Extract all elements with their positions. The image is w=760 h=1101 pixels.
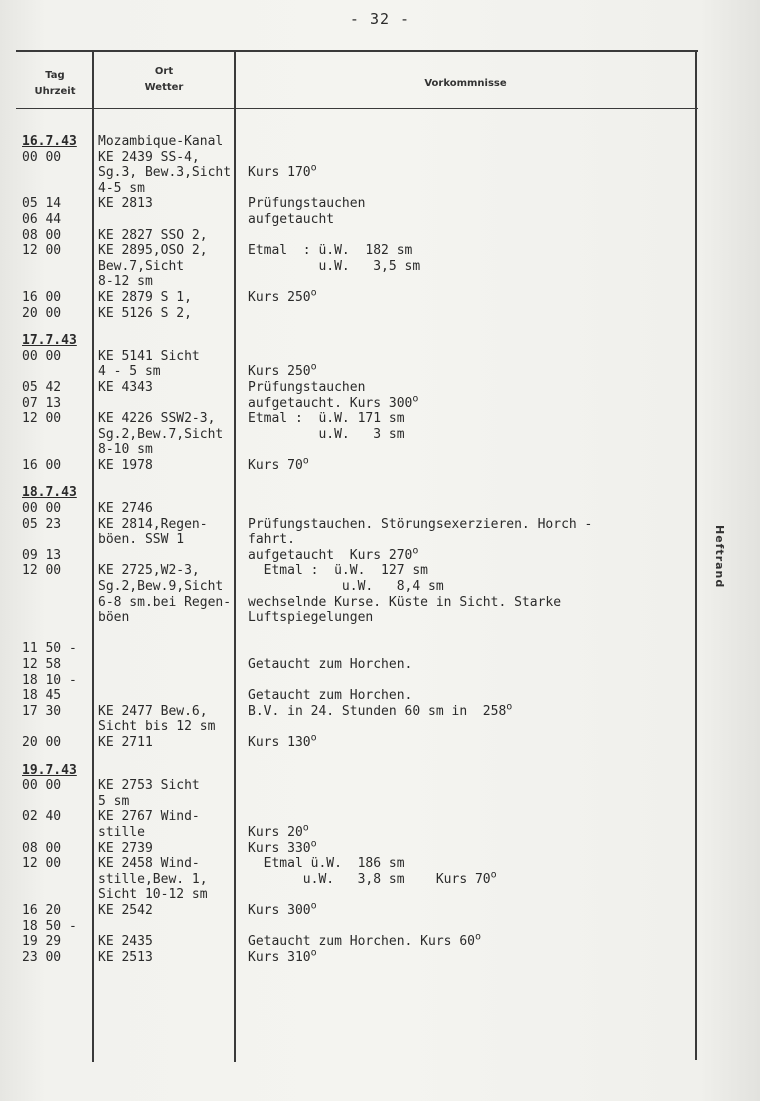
log-position-weather-cell: KE 2435 — [98, 934, 153, 950]
log-events-cell: Kurs 70$^o$ — [248, 455, 309, 473]
degree-mark: o — [302, 455, 309, 467]
log-time-cell: 02 40 — [22, 809, 62, 825]
log-row — [0, 579, 760, 595]
log-events-cell: u.W. 3 sm — [248, 426, 405, 442]
header-tag-uhrzeit — [18, 68, 92, 100]
log-time-cell: 19 29 — [22, 934, 62, 950]
log-position-weather-cell: Sicht 10-12 sm — [98, 887, 208, 903]
log-row — [0, 259, 760, 275]
log-row — [0, 931, 760, 950]
log-row — [0, 887, 760, 903]
log-time-cell: 18 50 - — [22, 918, 77, 934]
degree-mark: o — [506, 701, 513, 713]
log-events-cell: Prüfungstauchen. Störungsexerzieren. Horch - — [248, 516, 593, 532]
log-row — [0, 732, 760, 751]
log-row — [0, 181, 760, 197]
log-time-cell: 12 00 — [22, 563, 62, 579]
log-row — [0, 838, 760, 857]
log-time-cell: 12 00 — [22, 411, 62, 427]
log-events-cell: Prüfungstauchen — [248, 196, 366, 212]
header-wetter: Wetter — [144, 82, 184, 93]
log-time-cell: 23 00 — [22, 949, 62, 965]
log-row — [0, 657, 760, 673]
log-row — [0, 778, 760, 794]
row-spacer — [0, 473, 760, 485]
log-position-weather-cell: KE 2439 SS-4, — [98, 149, 200, 165]
log-position-weather-cell: KE 4343 — [98, 379, 153, 395]
row-spacer — [0, 751, 760, 763]
log-position-weather-cell: Sg.2,Bew.9,Sicht — [98, 579, 224, 595]
log-row — [0, 900, 760, 919]
log-time-cell: 08 00 — [22, 840, 62, 856]
log-events-cell: Etmal : ü.W. 182 sm — [248, 243, 413, 259]
log-time-cell: 00 00 — [22, 348, 62, 364]
degree-mark: o — [310, 947, 317, 959]
log-time-cell: 18.7.43 — [22, 485, 77, 501]
log-events-cell: u.W. 3,8 sm Kurs 70$^o$ — [248, 869, 497, 887]
degree-mark: o — [310, 900, 317, 912]
log-events-cell: u.W. 8,4 sm — [248, 579, 444, 595]
log-position-weather-cell: KE 2477 Bew.6, — [98, 703, 208, 719]
log-events-cell: wechselnde Kurse. Küste in Sicht. Starke — [248, 594, 562, 610]
log-time-cell: 00 00 — [22, 149, 62, 165]
log-position-weather-cell: KE 2513 — [98, 949, 153, 965]
log-date-row — [0, 134, 760, 150]
log-row — [0, 563, 760, 579]
log-events-cell: Kurs 130$^o$ — [248, 732, 317, 750]
log-row — [0, 306, 760, 322]
log-row — [0, 809, 760, 825]
log-time-cell: 17.7.43 — [22, 333, 77, 349]
degree-mark: o — [310, 162, 317, 174]
log-events-cell: Kurs 250$^o$ — [248, 287, 317, 305]
log-events-cell: Kurs 300$^o$ — [248, 900, 317, 918]
log-events-cell: u.W. 3,5 sm — [248, 258, 421, 274]
log-time-cell: 11 50 - — [22, 641, 77, 657]
log-events-cell: fahrt. — [248, 532, 295, 548]
log-row — [0, 228, 760, 244]
log-position-weather-cell: 5 sm — [98, 793, 130, 809]
log-time-cell: 18 10 - — [22, 672, 77, 688]
log-events-cell: Kurs 250$^o$ — [248, 361, 317, 380]
log-row — [0, 919, 760, 935]
log-position-weather-cell: KE 4226 SSW2-3, — [98, 411, 216, 427]
header-uhrzeit: Uhrzeit — [34, 86, 76, 97]
log-position-weather-cell: KE 2725,W2-3, — [98, 563, 200, 579]
log-time-cell: 05 23 — [22, 516, 62, 532]
log-position-weather-cell: KE 2895,OSO 2, — [98, 243, 208, 259]
log-date-row — [0, 763, 760, 779]
margin-note: Heftrand — [713, 525, 726, 589]
log-row — [0, 947, 760, 966]
log-row — [0, 212, 760, 228]
log-row — [0, 361, 760, 380]
row-spacer — [0, 321, 760, 333]
log-position-weather-cell: Mozambique-Kanal — [98, 134, 224, 149]
log-row — [0, 545, 760, 564]
log-position-weather-cell: stille,Bew. 1, — [98, 871, 208, 887]
log-row — [0, 719, 760, 735]
degree-mark: o — [412, 545, 419, 557]
log-row — [0, 822, 760, 841]
log-events-cell: Prüfungstauchen — [248, 379, 366, 395]
degree-mark: o — [310, 732, 317, 744]
log-position-weather-cell: KE 1978 — [98, 457, 153, 473]
log-time-cell: 05 14 — [22, 196, 62, 212]
log-position-weather-cell: KE 2753 Sicht — [98, 778, 200, 794]
log-position-weather-cell: KE 2542 — [98, 902, 153, 918]
log-events-cell: Getaucht zum Horchen. Kurs 60$^o$ — [248, 931, 482, 950]
log-row — [0, 794, 760, 810]
degree-mark: o — [302, 822, 309, 834]
log-position-weather-cell: Sg.3, Bew.3,Sicht — [98, 165, 232, 181]
log-position-weather-cell: KE 5141 Sicht — [98, 348, 200, 364]
log-position-weather-cell: 4 - 5 sm — [98, 364, 161, 380]
log-row — [0, 393, 760, 412]
log-row — [0, 243, 760, 259]
log-entries — [0, 134, 760, 965]
log-time-cell: 20 00 — [22, 305, 62, 321]
header-tag: Tag — [45, 70, 65, 81]
log-events-cell: aufgetaucht. Kurs 300$^o$ — [248, 393, 419, 411]
log-events-cell: aufgetaucht — [248, 211, 335, 227]
log-time-cell: 12 58 — [22, 657, 62, 672]
log-date-row — [0, 333, 760, 349]
header-bottom-rule — [16, 108, 698, 109]
degree-mark: o — [474, 931, 482, 943]
log-row — [0, 701, 760, 720]
log-time-cell: 16 00 — [22, 289, 62, 305]
log-events-cell: Etmal ü.W. 186 sm — [248, 856, 405, 872]
log-row — [0, 455, 760, 474]
log-position-weather-cell: Sicht bis 12 sm — [98, 719, 216, 735]
log-time-cell: 16 20 — [22, 902, 62, 918]
degree-mark: o — [310, 838, 317, 850]
degree-mark: o — [412, 393, 419, 405]
log-events-cell: Kurs 170$^o$ — [248, 162, 317, 181]
log-row — [0, 856, 760, 872]
log-row — [0, 150, 760, 166]
log-row — [0, 349, 760, 365]
log-time-cell: 12 00 — [22, 243, 62, 259]
log-position-weather-cell: 4-5 sm — [98, 180, 145, 196]
log-events-cell: Kurs 330$^o$ — [248, 838, 317, 856]
log-time-cell: 05 42 — [22, 379, 62, 395]
log-row — [0, 162, 760, 181]
degree-mark: o — [310, 287, 317, 299]
log-row — [0, 274, 760, 290]
header-vorkommnisse: Vorkommnisse — [424, 78, 507, 89]
log-row — [0, 380, 760, 396]
log-position-weather-cell: KE 2879 S 1, — [98, 289, 192, 305]
table-top-rule — [16, 50, 698, 52]
log-position-weather-cell: KE 2814,Regen- — [98, 516, 208, 532]
log-position-weather-cell: 6-8 sm.bei Regen- — [98, 594, 232, 610]
log-position-weather-cell: 8-12 sm — [98, 274, 153, 290]
log-row — [0, 517, 760, 533]
log-row — [0, 673, 760, 689]
log-position-weather-cell: Sg.2,Bew.7,Sicht — [98, 426, 224, 442]
log-time-cell: 00 00 — [22, 501, 62, 517]
log-position-weather-cell: KE 2711 — [98, 734, 153, 750]
log-position-weather-cell: KE 2813 — [98, 196, 153, 212]
log-events-cell: Kurs 310$^o$ — [248, 947, 317, 965]
log-row — [0, 595, 760, 611]
log-row — [0, 501, 760, 517]
log-events-cell: Luftspiegelungen — [248, 610, 374, 626]
log-position-weather-cell: KE 2458 Wind- — [98, 856, 200, 872]
log-row — [0, 442, 760, 458]
log-events-cell: Etmal : ü.W. 127 sm — [248, 563, 429, 579]
log-time-cell: 08 00 — [22, 227, 62, 243]
log-position-weather-cell: KE 2827 SSO 2, — [98, 227, 208, 243]
log-position-weather-cell: KE 2767 Wind- — [98, 809, 200, 825]
log-position-weather-cell: 8-10 sm — [98, 442, 153, 458]
log-row — [0, 641, 760, 657]
log-position-weather-cell: KE 2746 — [98, 501, 153, 517]
log-time-cell: 09 13 — [22, 547, 62, 563]
log-row — [0, 869, 760, 888]
log-position-weather-cell: böen — [98, 610, 130, 626]
log-events-cell: Getaucht zum Horchen. — [248, 657, 413, 672]
header-ort: Ort — [154, 66, 174, 77]
log-time-cell: 17 30 — [22, 703, 62, 719]
log-row — [0, 610, 760, 626]
log-row — [0, 411, 760, 427]
log-row — [0, 688, 760, 704]
log-events-cell: Etmal : ü.W. 171 sm — [248, 411, 405, 427]
log-row — [0, 532, 760, 548]
log-row — [0, 626, 760, 642]
log-time-cell: 16.7.43 — [22, 134, 77, 149]
log-date-row — [0, 485, 760, 501]
log-position-weather-cell: stille — [98, 824, 145, 840]
degree-mark: o — [490, 869, 497, 881]
log-time-cell: 19.7.43 — [22, 762, 77, 778]
log-position-weather-cell: Bew.7,Sicht — [98, 258, 185, 274]
log-position-weather-cell: KE 2739 — [98, 840, 153, 856]
log-row — [0, 196, 760, 212]
log-events-cell: Kurs 20$^o$ — [248, 822, 309, 840]
log-time-cell: 07 13 — [22, 395, 62, 411]
log-time-cell: 12 00 — [22, 856, 62, 872]
log-events-cell: B.V. in 24. Stunden 60 sm in 258$^o$ — [248, 701, 513, 719]
log-events-cell: aufgetaucht Kurs 270$^o$ — [248, 545, 419, 563]
log-time-cell: 00 00 — [22, 778, 62, 794]
log-row — [0, 287, 760, 306]
log-time-cell: 18 45 — [22, 688, 62, 704]
log-time-cell: 20 00 — [22, 734, 62, 750]
log-position-weather-cell: KE 5126 S 2, — [98, 305, 192, 321]
log-row — [0, 427, 760, 443]
degree-mark: o — [310, 361, 317, 373]
log-events-cell: Getaucht zum Horchen. — [248, 688, 413, 704]
log-position-weather-cell: böen. SSW 1 — [98, 532, 185, 548]
log-time-cell: 16 00 — [22, 457, 62, 473]
header-ort-wetter — [94, 64, 234, 96]
log-time-cell: 06 44 — [22, 211, 62, 227]
page-number: - 32 - — [349, 10, 411, 28]
